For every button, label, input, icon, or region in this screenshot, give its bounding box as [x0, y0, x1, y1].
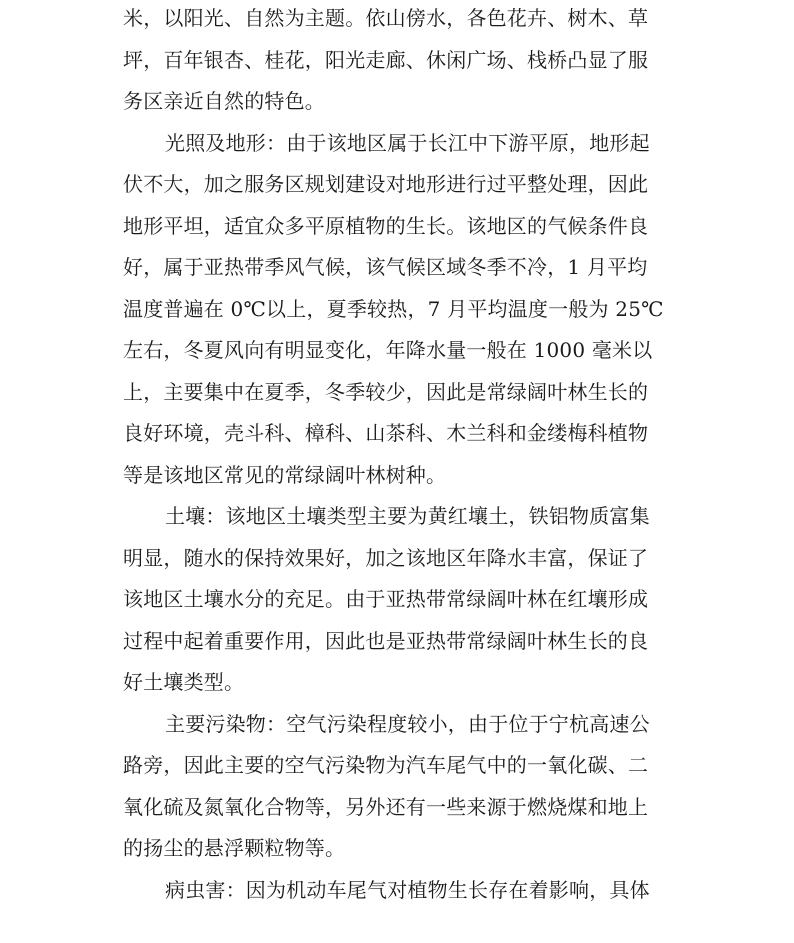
text-line: 过程中起着重要作用，因此也是亚热带常绿阔叶林生长的良 [123, 628, 649, 653]
text-line: 等是该地区常见的常绿阔叶林树种。 [123, 462, 447, 487]
text-line: 伏不大，加之服务区规划建设对地形进行过平整处理，因此 [123, 172, 649, 196]
paragraph-lighting-terrain-start: 光照及地形：由于该地区属于长江中下游平原，地形起 [165, 130, 650, 155]
text-line: 地形平坦，适宜众多平原植物的生长。该地区的气候条件良 [123, 213, 649, 238]
paragraph-pollutants-start: 主要污染物：空气污染程度较小，由于位于宁杭高速公 [165, 711, 650, 736]
text-line: 米，以阳光、自然为主题。依山傍水，各色花卉、树木、草 [123, 6, 649, 30]
text-line: 良好环境，壳斗科、樟科、山茶科、木兰科和金缕梅科植物 [123, 421, 649, 445]
text-line: 务区亲近自然的特色。 [123, 89, 325, 113]
text-line: 温度普遍在 0℃以上，夏季较热，7 月平均温度一般为 25℃ [123, 296, 664, 321]
text-line: 坪，百年银杏、桂花，阳光走廊、休闲广场、栈桥凸显了服 [123, 47, 649, 72]
text-line: 左右，冬夏风向有明显变化，年降水量一般在 1000 毫米以 [123, 338, 653, 362]
text-line: 好，属于亚热带季风气候，该气候区域冬季不冷，1 月平均 [123, 255, 648, 279]
text-line: 路旁，因此主要的空气污染物为汽车尾气中的一氧化碳、二 [123, 753, 649, 777]
text-line: 的扬尘的悬浮颗粒物等。 [123, 836, 346, 860]
text-line: 该地区土壤水分的充足。由于亚热带常绿阔叶林在红壤形成 [123, 587, 649, 611]
paragraph-pests-start: 病虫害：因为机动车尾气对植物生长存在着影响，具体 [165, 877, 650, 902]
text-line: 上，主要集中在夏季，冬季较少，因此是常绿阔叶林生长的 [123, 379, 649, 404]
text-line: 明显，随水的保持效果好，加之该地区年降水丰富，保证了 [123, 545, 649, 570]
paragraph-soil-start: 土壤：该地区土壤类型主要为黄红壤土，铁铝物质富集 [165, 504, 650, 528]
document-body [123, 0, 679, 911]
text-line: 氧化硫及氮氧化合物等，另外还有一些来源于燃烧煤和地上 [123, 794, 649, 819]
text-line: 好土壤类型。 [123, 670, 245, 694]
